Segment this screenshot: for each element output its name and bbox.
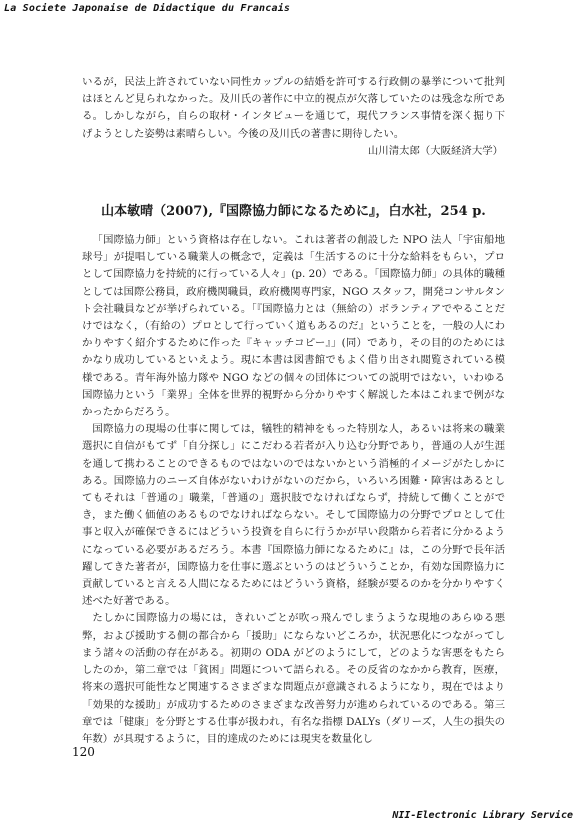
page-content: [82, 74, 505, 748]
review-paragraph-2: 国際協力の現場の仕事に関しては，犠牲的精神をもった特別な人，あるいは将来の職業選択に自信がもてず「自分探し」にこだわる若者が入り込む分野であり，普通の人が生涯を通して携わることのできるものではないのではないかという消極的イメージがたしかにある。国際協力のニーズ自体がないわけがないのだから，いろいろ困難・障害はあるとしてもそれは「普通の」職業，「普通の」選択肢でなければならず，持続して働くことができ，また働く価値のあるものでなければならない。そして国際協力の分野でプロとして仕事と収入が確保できるにはどういう投資を自らに行うかが早い段階から若者に分かるようになっている必要があるだろう。本書『国際協力師になるために』は，この分野で長年活躍してきた著者が，国際協力を仕事に選ぶというのはどういうことか，有効な国際協力に貢献していると言える人間になるためにはどういう資格，経験が要るのかを分かりやすく述べた好著である。: [82, 423, 505, 608]
review-paragraph-1: 「国際協力師」という資格は存在しない。これは著者の創設した NPO 法人「宇宙船地球号」が提唱している職業人の概念で，定義は「生活するのに十分な給料をもらい，プロとして国際協力を持続的に行っている人々」(p. 20）である。「国際協力師」の具体的職種としては国際公務員，政府機関職員，政府機関専門家，NGO スタッフ，開発コンサルタント会社職員などが挙げられている。「『国際協力とは（無給の）ボランティアでやることだけではなく，（有給の）プロとして行っていく道もあるのだ』ということを，一般の人にわかりやすく紹介するために作った『キャッチコピー』」(同）であり，その目的のためにはかなり成功しているといえよう。現に本書は図書館でもよく借り出され閲覧されている模様である。青年海外協力隊や NGO などの個々の団体についての説明ではない，いわゆる国際協力という「業界」全体を世界的視野から分かりやすく解説した本はこれまで例がなかったからだろう。: [82, 234, 505, 419]
review-title: 山本敏晴（2007),『国際協力師になるために』，白水社，254 p.: [101, 204, 486, 220]
review-paragraph-3: たしかに国際協力の場には，きれいごとが吹っ飛んでしまうような現地のあらゆる悪弊，および援助する側の都合から「援助」にならないどころか，状況悪化につながってしまう諸々の活動の存在がある。初期の ODA がどのようにして，どのような害悪をもたらしたのか，第二章では「貧困」問題について語られる。その反省のなかから教育，医療，将来の選択可能性など関連するさまざまな問題点が意識されるようになり，現在ではより「効果的な援助」が成功するためのさまざまな改善努力が進められているのである。第三章では「健康」を分野とする仕事が扱われ，有名な指標 DALYs（ダリーズ，人生の損失の年数）が具現するように，目的達成のためには現実を数量化し: [82, 612, 505, 745]
reviewer-signature: 山川清太郎（大阪経済大学）: [367, 144, 503, 157]
running-header-journal: La Societe Japonaise de Didactique du Francais: [4, 3, 291, 14]
previous-review-paragraph: いるが，民法上許されていない同性カップルの結婚を許可する行政側の暴挙について批判はほとんど見られなかった。及川氏の著作に中立的視点が欠落していたのは残念な所である。しかしながら，自らの取材・インタビューを通じて，現代フランス事情を深く掘り下げようとした姿勢は素晴らしい。今後の及川氏の著書に期待したい。: [82, 76, 505, 140]
page-number: 120: [72, 745, 95, 759]
running-footer-service: NII-Electronic Library Service: [392, 810, 573, 821]
